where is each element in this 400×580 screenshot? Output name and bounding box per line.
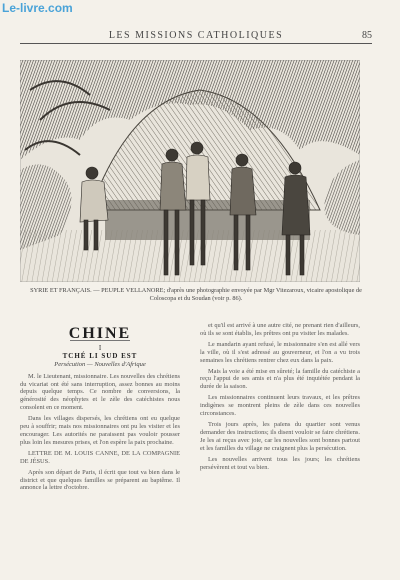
- body-paragraph: Les nouvelles arrivent tous les jours; les chrétiens persévèrent et tout va bien.: [200, 455, 360, 471]
- page-number: 85: [362, 30, 372, 41]
- body-paragraph: M. le Lieutenant, missionnaire. Les nouvelles des chrétiens du vicariat ont été sans interruption, assez bonnes au moins depuis quelque temps. Ce nombre de conversions, la générosité des néophytes et le zèle des catéchistes nous consolent en ce moment.: [20, 372, 180, 412]
- engraving-svg: [20, 60, 360, 282]
- illustration-caption: [20, 287, 372, 303]
- body-paragraph: Trois jours après, les païens du quartier sont venus demander des instructions; ils disent vouloir se faire chrétiens. Je les ai reçus avec joie, car les nouvelles sont bonnes partout et les familles du village ne craignent plus la persécution.: [200, 420, 360, 452]
- section-subsubhead: Persécution — Nouvelles d'Afrique: [54, 360, 146, 368]
- journal-title: LES MISSIONS CATHOLIQUES: [108, 30, 284, 41]
- letter-heading: LETTRE DE M. LOUIS CANNE, DE LA COMPAGNIE DE JÉSUS.: [20, 449, 180, 465]
- caption-plate-tag: SYRIE ET FRANÇAIS.: [30, 287, 92, 294]
- running-header: [20, 30, 372, 44]
- body-paragraph: et qu'il est arrivé à une autre cité, ne prenant rien d'ailleurs, où ils se sont établis, les prêtres ont pu visiter les malades.: [200, 322, 360, 337]
- caption-text: — PEUPLE VELLANORE; d'après une photographie envoyée par Mgr Vitezaroux, vicaire apostolique de Coloscopa et du Soudan (voir p. 86).: [93, 287, 362, 302]
- section-number: I: [98, 343, 102, 352]
- engraving-illustration: [20, 60, 360, 282]
- body-paragraph: Après son départ de Paris, il écrit que tout va bien dans le district et que quelques familles se préparent au baptême. Il annonce la lettre d'octobre.: [20, 468, 180, 492]
- section-title-chine: CHINE: [68, 325, 132, 342]
- section-subhead: TCHÉ LI SUD EST: [62, 351, 138, 360]
- watermark-text: Le-livre.com: [2, 1, 73, 15]
- left-column: [20, 322, 180, 492]
- body-paragraph: Le mandarin ayant refusé, le missionnaire s'en est allé vers la ville, où il s'est adressé au gouverneur, et l'on a vu trois semaines les chrétiens rentrer chez eux dans la paix.: [200, 340, 360, 364]
- body-paragraph: Mais la voie a été mise en sûreté; la famille du catéchiste a reçu l'appui de ses amis et n'a plus été inquiétée pendant la durée de la saison.: [200, 367, 360, 391]
- body-paragraph: Les missionnaires continuent leurs travaux, et les prêtres indigènes se montrent pleins de zèle dans ces nouvelles circonstances.: [200, 394, 360, 418]
- right-column: [200, 322, 360, 471]
- body-paragraph: Dans les villages dispersés, les chrétiens ont eu quelque peu à souffrir; mais nos missionnaires ont pu les visiter et les encourager. Les autorités ne paraissent pas vouloir pousser plus loin les mesures prises, et l'on espère la paix prochaine.: [20, 415, 180, 446]
